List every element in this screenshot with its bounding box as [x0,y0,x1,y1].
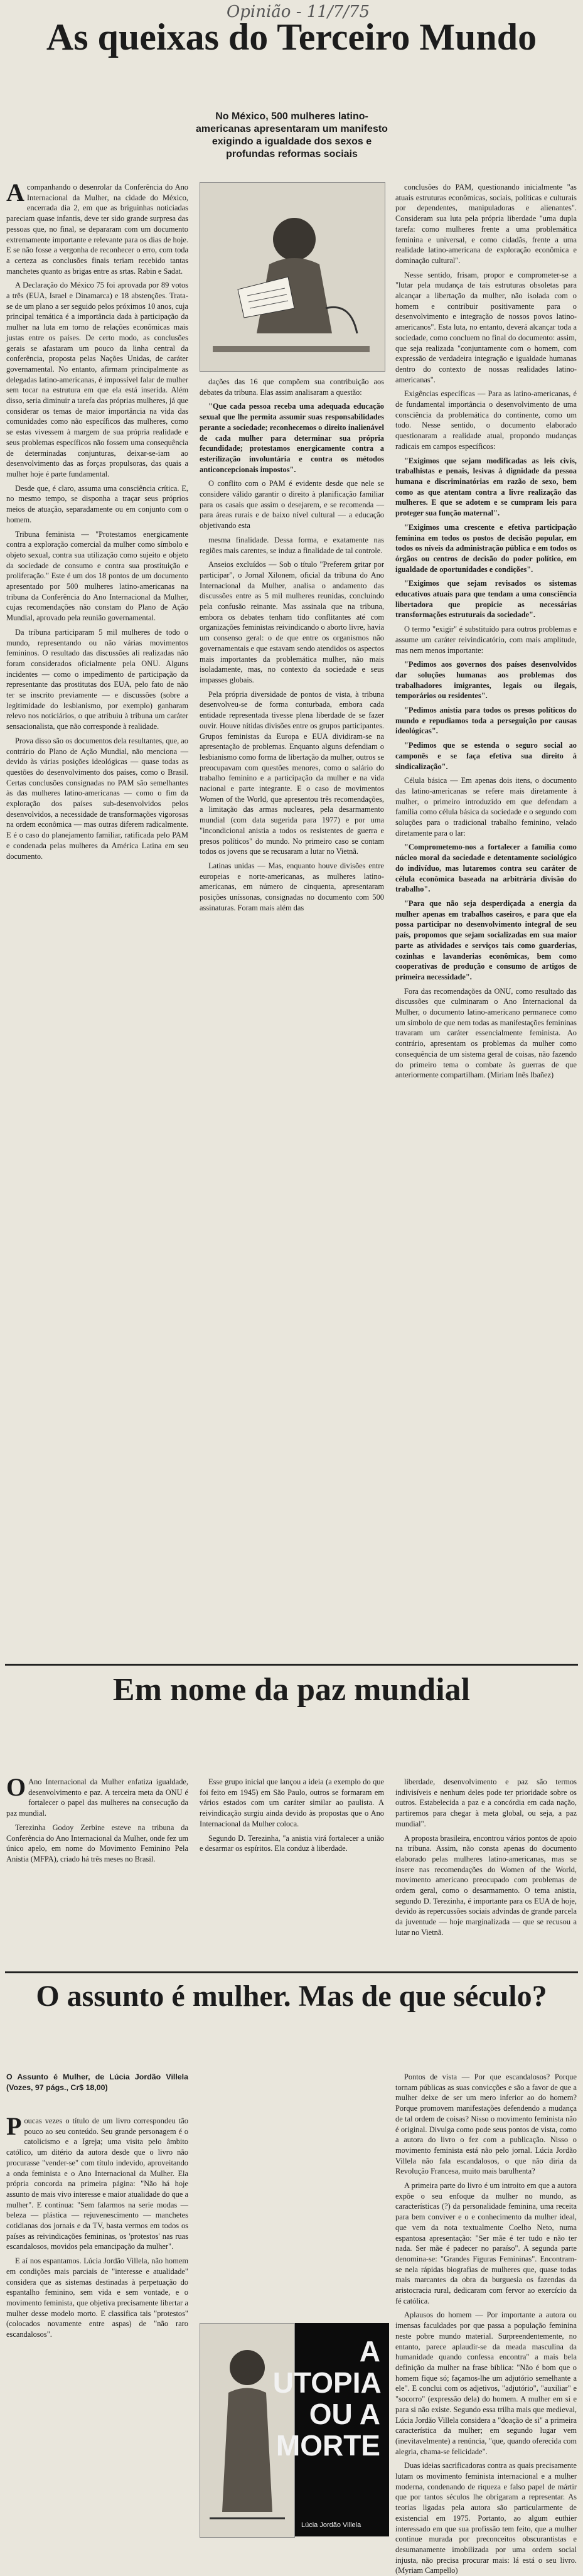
paragraph: O termo "exigir" é substituído para outros problemas e assume um caráter reivindicatório, com mais amplitude, mas nem menos importante: [395,625,577,655]
article1-deck: No México, 500 mulheres latino-americanas apresentaram um manifesto exigindo a igualdade dos sexos e profundas reformas sociais [196,111,388,159]
paragraph: Segundo D. Terezinha, "a anistia virá fortalecer a união e desarmar os espíritos. Ela conduz à liberdade. [200,1833,384,1853]
paragraph: "Pedimos que se estenda o seguro social ao camponês e se faça efetiva sua direito à sindicalização". [395,741,577,771]
paragraph: Desde que, é claro, assuma uma consciência crítica. E, no mesmo tempo, se disponha a traçar seus próprios meios de atuação, separadamente ou em conjunto com o homem. [6,483,188,524]
article2-column-3 [395,1777,577,1965]
paragraph: Acompanhando o desenrolar da Conferência do Ano Internacional da Mulher, na cidade do México, encerrada dia 2, em que as briguinhas noticiadas pareciam quase infantis, deve ter sido grande surpresa das pessoas que, no final, se depararam com um documento extremamente importante e relevante para os dias de hoje. E se não fosse a vergonha de reconhecer o erro, com toda a certeza as conclusões finais teriam recebido tantas manchetes quanto as brigas entre as srtas. Rabin e Sadat. [6,178,188,276]
article3-book-info [6,2072,188,2110]
paragraph: Aplausos do homem — Por importante a autora ou imensas faculdades por que passa a população feminina neste pobre mundo material. Surpreendentemente, no entanto, parece aplaudir-se da meada masculina da humanidade quando confessa encontra" a mais bela definição da mulher na frase bíblica: "Não é bom que o homem fique só; façamos-lhe um adjutório semelhante a ele". E conclui com os adjetivos, "adjutório", "auxiliar" e "socorro" (expressão dela) do homem. A mulher em si e para si não existe. Segundo essa trilha mais que medieval, Lúcia Jordão Villela considera a "doação de si" a primeira característica da mulher; em segundo lugar vem (inevitavelmente) a renúncia, "que, quando oferecida com alegria, chama-se felicidade". [395,2310,577,2456]
paragraph: Esse grupo inicial que lançou a ideia (a exemplo do que foi feito em 1945) em São Paulo, outros se formaram em vários estados com um caráter similar ao paulista. A reivindicação surgiu ainda devido às propostas que o Ano Internacional da Mulher coloca. [200,1777,384,1828]
paragraph: OAno Internacional da Mulher enfatiza igualdade, desenvolvimento e paz. A terceira meta da ONU é fortalecer o papel das mulheres na consecução da paz mundial. [6,1773,188,1818]
book-cover-publisher: Lúcia Jordão Villela [301,2521,361,2529]
paragraph: "Exigimos uma crescente e efetiva participação feminina em todos os postos de decisão popular, em todos os níveis da administração pública e em todos os órgãos ou centros de decisão do poder político, em igualdade de oportunidades e condições". [395,522,577,574]
paragraph: Pontos de vista — Por que escandalosos? Porque tornam públicas as suas convicções e são a favor de que a mulher deixe de ser um mero inferior ao do homem? Porque promovem manifestações defendendo a mudança de tal ordem de coisas? Nisso o movimento feminista não é original. Divulga como pode seus pontos de vista, como a autora do livro o fez com a publicação. Nisso o movimento feminista está não pelo jornal. Lúcia Jordão Villela não fala escandalosos, o que não diria da Revolução Francesa, muito mais barulhenta? [395,2072,577,2176]
woman-reading-drawing-icon [200,183,385,371]
paragraph: Duas ideias sacrificadoras contra as quais precisamente lutam os movimento feminista internacional e a mulher moderna, condenando de riqueza e falso papel de mártir que por tantos séculos lhe obrigaram a representar. As teorias ligadas pela autora são particularmente de existencial em 1975. Portanto, ao algum euthier interessado em que sua profissão tem feito, que a mulher continue murada por preconceitos obscurantistas e desumanamente imobilizada por uma ordem social injusta, não precisa procurar mais: lá está o seu livro. (Myriam Campello) [395,2461,577,2575]
paragraph: Prova disso são os documentos dela resultantes, que, ao contrário do Plano de Ação Mundial, não menciona — devido às várias posições ideológicas — quase todas as questões do desenvolvimento dos países, como o Brasil. Certas conclusões consignadas no PAM são semelhantes às das mulheres latino-americanas — como o fim da exploração dos países sub-desenvolvidos pelos desenvolvidos, a necessidade de transformações vigorosas na ordem econômica — mas outras diferem radicalmente. E é o caso do planejamento familiar, ratificada pelo PAM e condenada pelas mulheres da América Latina em seu documento. [6,736,188,861]
article1-illustration [200,182,385,372]
paragraph: Célula básica — Em apenas dois itens, o documento das latino-americanas se refere mais diretamente à mulher, o primeiro introduzido em que defendam a família como célula básica da sociedade e o segundo com soluções para o tradicional trabalho feminino, velado diretamente para o lar: [395,776,577,838]
article3-column-2 [200,2072,384,2317]
article1-title: As queixas do Terceiro Mundo [46,16,537,58]
article1-column-2 [200,377,384,1651]
paragraph: "Para que não seja desperdiçada a energia da mulher apenas em trabalhos caseiros, e para que ela possa participar no desenvolvimento integral de seu país, propomos que sejam socializadas em sua maior parte as atividades e serviços tais como guarderias, cozinhas e lavanderias econômicas, bem como cooperativas de produção e consumo de artigos de primeira necessidade". [395,899,577,981]
paragraph: "Exigimos que sejam revisados os sistemas educativos atuais para que tendam a uma consciência libertadora que propicie as necessárias transformações estruturais da sociedade". [395,579,577,620]
paragraph: A Declaração do México 75 foi aprovada por 89 votos a três (EUA, Israel e Dinamarca) e 18 abstenções. Trata-se de um plano a ser seguido pelos próximos 10 anos, cuja principal temática é a importância dada à participação da mulher na luta em torno de relações econômicas mais justas entre os países. De certo modo, as conclusões gerais se afastaram um pouco da linha central da conferência, proposta pelas Nações Unidas, de caráter governamental. No entanto, afirmam principalmente as delegadas latino-americanas, é impossível falar de mulher sem tocar na estrutura em que ela está inserida. Além disso, seria diminuir a tarefa das próprias mulheres, já que considerar os temas de maior importância na vida das comunidades como não específicos das mulheres, como se estas vivessem à margem de sua própria realidade e seus problemas específicos não fossem uma consequência de determinadas conjunturas, deixar-se-iam ao desenvolvimento das as forças propulsoras, das quais a mulher hoje é parte fundamental. [6,281,188,478]
article3-column-3 [395,2072,577,2575]
article2-column-1 [6,1773,188,1965]
paragraph: Terezinha Godoy Zerbine esteve na tribuna da Conferência do Ano Internacional da Mulher, onde fez um único apelo, em nome do Movimento Feminino Pela Anistia (MFPA), criado há três meses no Brasil. [6,1823,188,1863]
paragraph: Nesse sentido, frisam, propor e comprometer-se a "lutar pela mudança de tais estruturas obsoletas para alcançar a libertação da mulher, não isolada com o homem e contribuir positivamente para o desenvolvimento e integração de nossos povos latino-americanos". Esta luta, no entanto, deverá alcançar toda a sociedade, como concluem no final do documento: assim, que seja realizada "conjuntamente com o homem, com expressão de verdadeira integração e igualdade humanas dentro do contexto de nossas realidades latino-americanas". [395,270,577,384]
article3-column-1 [6,2112,188,2543]
paragraph: dações das 16 que compõem sua contribuição aos debates da tribuna. Elas assim analisaram a questão: [200,377,384,397]
paragraph: "Comprometemo-nos a fortalecer a família como núcleo moral da sociedade e detentamente sociológico do indivíduo, mas lutaremos contra seu caráter de célula econômica baseada na arbitrária divisão do trabalho". [395,843,577,894]
article1-column-3 [395,182,577,1651]
paragraph: Pela própria diversidade de pontos de vista, à tribuna desenvolveu-se de forma conturbada, embora cada entidade representada tivesse plena liberdade de se fazer ouvir. Houve nítidas divisões entre os grupos participantes. Grupos feministas da Europa e EUA dividiram-se na apresentação de problemas. Enquanto alguns defendiam o lesbianismo como forma de libertação da mulher, outros se preocupavam com questões menores, como o salário do trabalho feminino e a participação da mulher e na vida nacional e parte integrante. E o caso de movimentos Women of the World, que apresentou três recomendações, a limitação das armas nucleares, pela desarmamento mundial (com data sugerida para 1977) e por uma "incondicional anistia a todos os resistentes de guerra e presos políticos" do mundo. No primeiro caso se contam todos os jovens que se recusaram a lutar no Vietnã. [200,689,384,856]
paragraph: Poucas vezes o título de um livro correspondeu tão pouco ao seu conteúdo. Seu grande personagem é o catolicismo e a Igreja; uma visita pelo âmbito católico, um ditério da autora desde que o livro não procurasse "vender-se" com título indevido, aproveitando a onda feminista e o Ano Internacional da Mulher. Ela própria concorda na primeira página: "Não há hoje assunto de mais vivo interesse e maior atualidade do que a mulher". E continua: "Sem falarmos na serie modas — beleza — plástica — rejuvenescimento — manchetes cotidianas dos jornais e da TV, basta vermos em todos os países as reivindicações femininas, os 'protestos' nas ruas escandalosos, movidos pela emancipação da mulher". [6,2112,188,2251]
paragraph: "Que cada pessoa receba uma adequada educação sexual que lhe permita assumir suas responsabilidades perante a sociedade; reconhecemos o direito inalienável de cada mulher para determinar sua própria fecundidade; protestamos energicamente contra a esterilização involuntária e contra os métodos anticoncepcionais impostos". [200,402,384,474]
article2-title: Em nome da paz mundial [112,1672,471,1708]
paragraph: Tribuna feminista — "Protestamos energicamente contra a exploração comercial da mulher como símbolo e objeto sexual, contra sua utilização como sujeito e objeto da sociedade de consumo e contra sua prostituição e proliferação." Este é um dos 18 pontos de um documento apresentado por 500 mulheres latino-americanas na tribuna da Conferência do Ano Internacional da Mulher, cujas recomendações não constam do Plano de Ação Mundial, aprovado pela reunião governamental. [6,529,188,623]
handwritten-date-note: Opinião - 11/7/75 [226,3,370,21]
book-info-text: O Assunto é Mulher, de Lúcia Jordão Villela (Vozes, 97 págs., Cr$ 18,00) [6,2072,188,2092]
paragraph: Anseios excluídos — Sob o título "Preferem gritar por participar", o Jornal Xilonem, oficial da tribuna do Ano Internacional da Mulher, analisa o andamento das discussões entre as 5 mil mulheres reunidas, concluindo pela confusão reinante. Mas assinala que na tribuna, embora os debates tenham tido conflitantes até com organizações feministas reivindicando o aborto livre, havia um consenso geral: o de que entre os organismos não governamentais e que estavam sendo atendidos os aspectos mais importantes da problemática mulher, não mais isoladamente, mas, no contexto da sociedade e seus impasses globais. [200,560,384,684]
paragraph: A primeira parte do livro é um introito em que a autora expõe o seu enfoque da mulher no mundo, as características (?) da personalidade feminina, uma receita para bem conviver e o e conhecimento da mulher ideal, que vem da nota textualmente Coelho Neto, numa espantosa apresentação: "Ser mãe é ter tudo e não ter nada. Ser mãe é padecer no paraíso". A segunda parte denomina-se: "Grandes Figuras Femininas". Encontram-se nela rápidas biografias de mulheres que, quase todas mais marcantes da obra da burguesia os fazendas da aristocracia rural, dedicaram com fervor ao exercício da fé católica. [395,2181,577,2305]
paragraph: "Exigimos que sejam modificadas as leis civis, trabalhistas e penais, lesivas à dignidade da pessoa humana e discriminatórias em razão de sexo, bem como as que atentam contra a livre realização das mulheres. E que se adotem e se cumpram leis para proteger sua função maternal". [395,456,577,518]
paragraph: liberdade, desenvolvimento e paz são termos indivisíveis e nenhum deles pode ter prioridade sobre os outros. Estabelecida a paz e a concórdia em cada nação, partiremos para chegar à meta global, ou seja, a paz mundial". [395,1777,577,1828]
article2-column-2 [200,1777,384,1965]
article1-column-1 [6,178,188,1651]
paragraph: conclusões do PAM, questionando inicialmente "as atuais estruturas econômicas, sociais, políticas e culturais por dependentes, manipuladoras e alienantes". Consideram sua luta pela própria liberdade "uma dupla tarefa: como mulheres frente a uma problemática feminina e universal, e como cidadãs, frente a uma realidade latino-americana de exploração econômica e dominação cultural". [395,183,577,265]
paragraph: Latinas unidas — Mas, enquanto houve divisões entre europeias e norte-americanas, as mulheres latino-americanas, em número de cinquenta, apresentaram posições uníssonas, consignadas no documento com 500 assinaturas. Foram mais além das [200,861,384,912]
paragraph: Fora das recomendações da ONU, como resultado das discussões que culminaram o Ano Internacional da Mulher, o documento latino-americano permanece como um símbolo de que nem todas as manifestações femininas travaram um caráter essencialmente feminista. Ao contrário, apresentam os problemas da mulher como consequência de um sistema geral de coisas, não fazendo do primeiro tema o combate às guerras de que anteriormente compartilham. (Miriam Inês Ibañez) [395,986,577,1080]
paragraph: "Pedimos aos governos dos países desenvolvidos dar soluções humanas aos problemas dos trabalhadores imigrantes, legais ou ilegais, temporários ou residentes". [395,660,577,701]
paragraph: Exigências específicas — Para as latino-americanas, é de fundamental importância o desenvolvimento de uma consciência da problemática do continente, como um todo. Nesse sentido, o documento elaborado questionaram a realidade atual, propondo mudanças radicais em campos específicos: [395,389,577,451]
paragraph: E aí nos espantamos. Lúcia Jordão Villela, não homem em condições mais parciais de "interesse e atualidade" considera que as sistemas destinadas à perpetuação do espantalho feminino, sem vida e sem vontade, e o movimento feminista, que objetiva precisamente libertar a mulher desse modelo morto. E classifica tais "protestos" (colocados novamente entre aspas) de "não raro escandalosos". [6,2256,188,2339]
book-cover-title: A UTOPIA OU A MORTE [272,2335,382,2462]
paragraph: mesma finalidade. Dessa forma, e exatamente nas regiões mais carentes, se induz a finalidade de tal controle. [200,535,384,555]
paragraph: O conflito com o PAM é evidente desde que nele se considere válido garantir o direito à planificação familiar para os casais que assim o desejarem, e se recomenda — para áreas rurais e de baixo nível cultural — a educação objetivando esta [200,479,384,531]
section-divider [5,1971,578,1973]
section-divider [5,1664,578,1666]
book-cover [272,2323,389,2536]
paragraph: Da tribuna participaram 5 mil mulheres de todo o mundo, representando ou não várias movimentos femininos. O resultado das discussões ali realizadas não foram considerados oficialmente pela ONU. Alguns incidentes — como o impedimento de participação da representante das prostitutas dos EUA, pelo fato de não ter se inscrito previamente — e discussões (sobre a legitimidade do lesbianismo, por exemplo) ganharam relevo nos noticiários, o que atribuiu à tribuna um caráter sensacionalista, que não corresponde à realidade. [6,627,188,731]
paragraph: "Pedimos anistia para todos os presos políticos do mundo e repudiamos toda a perseguição por causas ideológicas". [395,706,577,736]
article3-title: O assunto é mulher. Mas de que século? [36,1980,547,2013]
paragraph: A proposta brasileira, encontrou vários pontos de apoio na tribuna. Assim, não consta apenas do documento elaborado pelas mulheres latino-americanas, mas se insere nas recomendações do Women of the World, movimento americano preocupado com problemas de ordem geral, como o desarmamento. O tema anistia, segundo D. Terezinha, é importante para os EUA de hoje, devido às repercussões sociais advindas de grande parcela da juventude — hoje marginalizada — que se recusou a lutar no Vietnã. [395,1833,577,1937]
